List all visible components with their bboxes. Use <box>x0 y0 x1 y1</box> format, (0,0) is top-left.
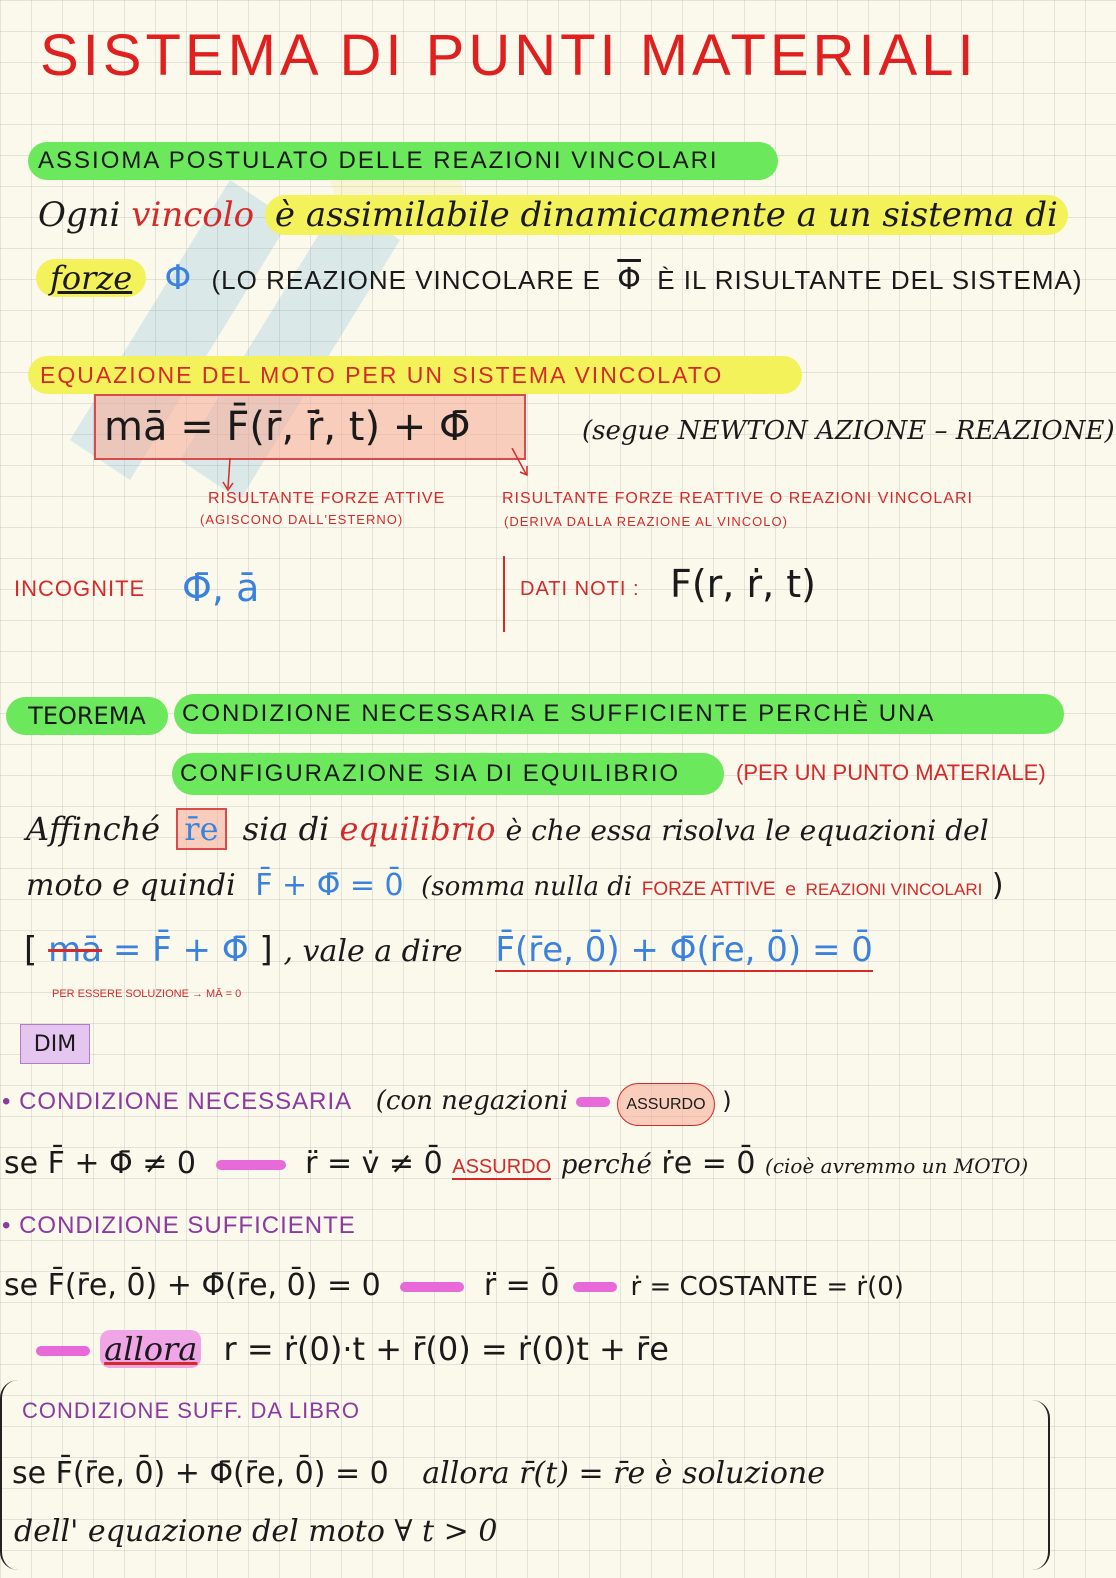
suf-if: se F̄(r̄e, 0̄) + Φ̄(r̄e, 0̄) = 0 <box>4 1268 381 1303</box>
phi-symbol: Φ <box>164 258 192 298</box>
theorem-heading-2 <box>172 753 724 795</box>
text-forze: forze <box>36 259 146 297</box>
vertical-divider <box>503 556 505 632</box>
nec-accel: r̈ = v̇ ≠ 0̄ <box>305 1146 443 1181</box>
suf-accel: r̈ = 0̄ <box>483 1268 560 1303</box>
axiom-line-2 <box>36 258 1083 298</box>
pink-arrow-3 <box>400 1282 464 1292</box>
pink-arrow-1 <box>576 1097 610 1107</box>
known-value: F(r, ṙ, t) <box>670 562 816 606</box>
solution-note: PER ESSERE SOLUZIONE → MĀ = 0 <box>52 988 242 1000</box>
text-e: e <box>785 879 797 900</box>
theorem-line-1 <box>26 810 989 848</box>
equilibrium-equation: F̄(r̄e, 0̄) + Φ̄(r̄e, 0̄) = 0̄ <box>495 930 873 970</box>
necessary-line <box>2 1086 732 1116</box>
theorem-heading-2-text: CONFIGURAZIONE SIA DI EQUILIBRIO <box>180 760 681 787</box>
text-sia-di: sia di <box>242 810 330 848</box>
sum-equation: F̄ + Φ̄ = 0̄ <box>255 868 404 903</box>
text-forze-attive: FORZE ATTIVE <box>641 879 776 900</box>
text-ogni: Ogni <box>38 195 121 235</box>
theorem-note: (PER UN PUNTO MATERIALE) <box>736 760 1046 785</box>
theorem-line-2 <box>26 868 1004 903</box>
active-forces-label: RISULTANTE FORZE ATTIVE <box>208 490 446 507</box>
necessary-proof <box>4 1146 1028 1181</box>
arrow-down-left <box>220 458 240 494</box>
book-line-1 <box>12 1456 825 1491</box>
newton-note: (segue NEWTON AZIONE – REAZIONE) <box>582 416 1115 446</box>
text-affinche: Affinché <box>26 810 161 848</box>
necessary-label: • CONDIZIONE NECESSARIA <box>2 1088 353 1115</box>
sufficient-label: • CONDIZIONE SUFFICIENTE <box>2 1212 356 1239</box>
motion-equation-box <box>94 394 526 460</box>
text-assimilabile: è assimilabile dinamicamente a un sistema di <box>265 195 1068 235</box>
text-equilibrio: equilibrio <box>339 810 496 848</box>
pink-arrow-5 <box>36 1346 90 1356</box>
unknowns-label: INCOGNITE <box>14 576 146 601</box>
theorem-line-3 <box>24 930 873 970</box>
suf-const: ṙ = COSTANTE = ṙ(0) <box>630 1272 904 1302</box>
theorem-heading-1 <box>174 694 1064 734</box>
sufficient-proof <box>4 1268 904 1303</box>
reactive-forces-note: (DERIVA DALLA REAZIONE AL VINCOLO) <box>504 514 788 529</box>
axiom-line-1 <box>38 195 1068 235</box>
book-close-paren <box>1030 1400 1050 1570</box>
nec-moto-note: (cioè avremmo un MOTO) <box>765 1154 1029 1178</box>
bracket-open: [ <box>24 930 38 970</box>
necessary-close: ) <box>722 1087 732 1115</box>
motion-eq-heading <box>28 356 802 394</box>
suf-position: r = ṙ(0)·t + r̄(0) = ṙ(0)t + r̄e <box>223 1330 669 1368</box>
text-vale-a-dire: , vale a dire <box>283 934 463 969</box>
suf-allora: allora <box>100 1330 201 1368</box>
book-then: allora r̄(t) = r̄e è soluzione <box>422 1456 826 1491</box>
nec-assurdo: ASSURDO <box>452 1156 552 1178</box>
text-somma-nulla: (somma nulla di <box>421 872 633 902</box>
motion-eq-heading-text: EQUAZIONE DEL MOTO PER UN SISTEMA VINCOLATO <box>40 362 724 388</box>
nec-re-dot: ṙe = 0̄ <box>661 1146 756 1181</box>
reactive-forces-label: RISULTANTE FORZE REATTIVE O REAZIONI VINCOLARI <box>502 490 973 507</box>
assurdo-circled: ASSURDO <box>617 1083 714 1126</box>
theorem-badge <box>6 697 168 735</box>
text-risultante: È IL RISULTANTE DEL SISTEMA) <box>657 265 1083 295</box>
book-line-2: dell' equazione del moto ∀ t > 0 <box>14 1514 498 1549</box>
re-boxed: r̄e <box>176 808 226 850</box>
nec-if: se F̄ + Φ̄ ≠ 0 <box>4 1146 196 1181</box>
pink-arrow-2 <box>216 1160 286 1170</box>
book-if: se F̄(r̄e, 0̄) + Φ̄(r̄e, 0̄) = 0 <box>12 1456 389 1491</box>
arrow-down-right <box>508 448 532 478</box>
nec-perche: perché <box>560 1150 652 1180</box>
motion-equation: mā = F̄(r̄, ṙ̄, t) + Φ̄ <box>104 404 471 450</box>
theorem-badge-text: TEOREMA <box>28 702 146 730</box>
pink-arrow-4 <box>573 1282 617 1292</box>
necessary-note: (con negazioni <box>375 1086 569 1116</box>
bracket-close: ] <box>259 930 273 970</box>
dim-badge-text: DIM <box>33 1032 77 1057</box>
known-label: DATI NOTI : <box>520 578 640 600</box>
text-risolva: è che essa risolva le equazioni del <box>505 814 989 847</box>
theorem-heading-1-text: CONDIZIONE NECESSARIA E SUFFICIENTE PERCHÈ UNA <box>182 700 936 727</box>
ma-crossed: mā <box>48 930 103 970</box>
active-forces-note: (AGISCONO DALL'ESTERNO) <box>200 512 404 527</box>
text-reazioni-vincolari: REAZIONI VINCOLARI <box>805 880 983 899</box>
axiom-heading <box>28 142 778 180</box>
phi-symbol-2: $\overline{\Phi}$ <box>617 262 641 297</box>
text-reazione-vincolare: (LO REAZIONE VINCOLARE E <box>211 265 602 295</box>
f-plus-phi: = F̄ + Φ̄ <box>112 930 249 970</box>
axiom-heading-text: ASSIOMA POSTULATO DELLE REAZIONI VINCOLARI <box>38 147 719 174</box>
page-title: SISTEMA DI PUNTI MATERIALI <box>40 23 978 88</box>
unknowns-value: Φ̄, ā <box>182 566 260 610</box>
text-close-paren: ) <box>991 868 1004 903</box>
dim-badge <box>20 1024 90 1064</box>
text-moto-quindi: moto e quindi <box>26 868 236 903</box>
sufficient-proof-2 <box>36 1330 669 1368</box>
book-label: CONDIZIONE SUFF. DA LIBRO <box>22 1398 360 1423</box>
text-vincolo: vincolo <box>131 195 255 235</box>
